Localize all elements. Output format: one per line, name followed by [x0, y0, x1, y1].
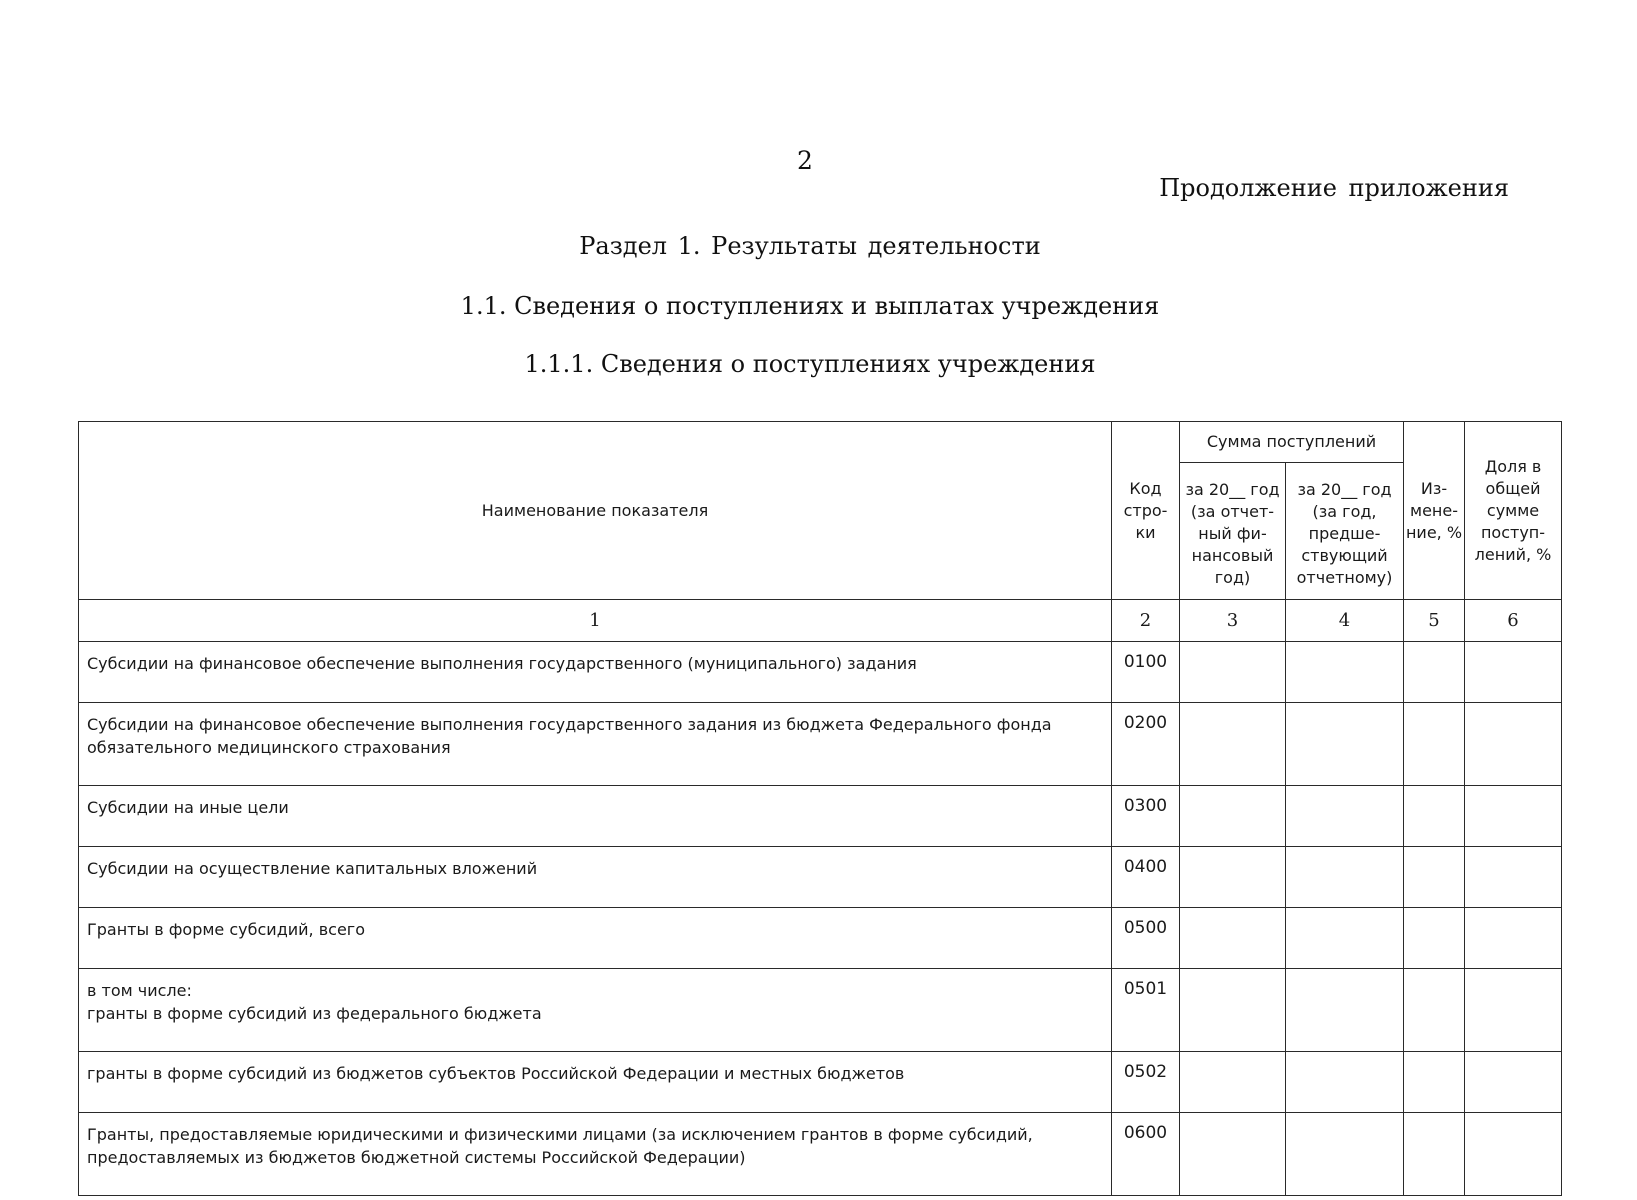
row-code: 0502: [1112, 1052, 1180, 1113]
row-name-prefix: в том числе:: [87, 981, 192, 1000]
row-name: Субсидии на финансовое обеспечение выполнения государственного задания из бюджета Федерального фонда обязательного медицинского страхования: [79, 703, 1112, 786]
previous-year-cell[interactable]: [1286, 703, 1404, 786]
previous-year-cell[interactable]: [1286, 642, 1404, 703]
change-cell[interactable]: [1404, 786, 1465, 847]
header-change-percent: Из- мене- ние, %: [1404, 422, 1465, 600]
header-receipts-sum: Сумма поступлений: [1180, 422, 1404, 463]
share-cell[interactable]: [1465, 786, 1562, 847]
column-number: 1: [79, 600, 1112, 642]
share-cell[interactable]: [1465, 642, 1562, 703]
change-cell[interactable]: [1404, 642, 1465, 703]
header-previous-year: за 20__ год (за год, предше- ствующий отчетному): [1286, 463, 1404, 600]
current-year-cell[interactable]: [1180, 642, 1286, 703]
current-year-cell[interactable]: [1180, 847, 1286, 908]
change-cell[interactable]: [1404, 969, 1465, 1052]
row-code: 0501: [1112, 969, 1180, 1052]
row-code: 0200: [1112, 703, 1180, 786]
current-year-cell[interactable]: [1180, 1052, 1286, 1113]
change-cell[interactable]: [1404, 703, 1465, 786]
table-header-row: [79, 422, 1562, 463]
change-cell[interactable]: [1404, 1113, 1465, 1196]
row-name-text: гранты в форме субсидий из федерального бюджета: [87, 1004, 542, 1023]
change-cell[interactable]: [1404, 908, 1465, 969]
header-share-percent: Доля в общей сумме поступ- лений, %: [1465, 422, 1562, 600]
column-number: 5: [1404, 600, 1465, 642]
previous-year-cell[interactable]: [1286, 847, 1404, 908]
row-code: 0500: [1112, 908, 1180, 969]
share-cell[interactable]: [1465, 703, 1562, 786]
change-cell[interactable]: [1404, 847, 1465, 908]
row-code: 0600: [1112, 1113, 1180, 1196]
row-name: гранты в форме субсидий из бюджетов субъектов Российской Федерации и местных бюджетов: [79, 1052, 1112, 1113]
current-year-cell[interactable]: [1180, 908, 1286, 969]
table-row: [79, 786, 1562, 847]
page-number: 2: [797, 146, 813, 175]
column-number: 3: [1180, 600, 1286, 642]
table-row: [79, 642, 1562, 703]
current-year-cell[interactable]: [1180, 786, 1286, 847]
previous-year-cell[interactable]: [1286, 908, 1404, 969]
previous-year-cell[interactable]: [1286, 1113, 1404, 1196]
share-cell[interactable]: [1465, 969, 1562, 1052]
row-name: Гранты, предоставляемые юридическими и физическими лицами (за исключением грантов в форме субсидий, предоставляемых из бюджетов бюджетной системы Российской Федерации): [79, 1113, 1112, 1196]
column-number: 4: [1286, 600, 1404, 642]
previous-year-cell[interactable]: [1286, 786, 1404, 847]
row-name: Субсидии на финансовое обеспечение выполнения государственного (муниципального) задания: [79, 642, 1112, 703]
row-name: Субсидии на иные цели: [79, 786, 1112, 847]
share-cell[interactable]: [1465, 847, 1562, 908]
row-name: Гранты в форме субсидий, всего: [79, 908, 1112, 969]
section-heading: Раздел 1. Результаты деятельности: [579, 232, 1041, 260]
row-code: 0100: [1112, 642, 1180, 703]
previous-year-cell[interactable]: [1286, 1052, 1404, 1113]
row-name: Субсидии на осуществление капитальных вложений: [79, 847, 1112, 908]
table-row: [79, 703, 1562, 786]
change-cell[interactable]: [1404, 1052, 1465, 1113]
table-row: [79, 847, 1562, 908]
header-row-code: Код стро- ки: [1112, 422, 1180, 600]
table-row: [79, 969, 1562, 1052]
share-cell[interactable]: [1465, 908, 1562, 969]
row-code: 0400: [1112, 847, 1180, 908]
previous-year-cell[interactable]: [1286, 969, 1404, 1052]
current-year-cell[interactable]: [1180, 703, 1286, 786]
table-row: [79, 1052, 1562, 1113]
current-year-cell[interactable]: [1180, 1113, 1286, 1196]
header-indicator-name: Наименование показателя: [79, 422, 1112, 600]
receipts-table: [78, 421, 1562, 1196]
row-code: 0300: [1112, 786, 1180, 847]
share-cell[interactable]: [1465, 1113, 1562, 1196]
subsection-heading: 1.1. Сведения о поступлениях и выплатах учреждения: [460, 292, 1160, 320]
current-year-cell[interactable]: [1180, 969, 1286, 1052]
column-number: 6: [1465, 600, 1562, 642]
share-cell[interactable]: [1465, 1052, 1562, 1113]
table-row: [79, 1113, 1562, 1196]
row-name: [79, 969, 1112, 1052]
header-current-year: за 20__ год (за отчет- ный фи- нансовый год): [1180, 463, 1286, 600]
column-number-row: [79, 600, 1562, 642]
column-number: 2: [1112, 600, 1180, 642]
table-row: [79, 908, 1562, 969]
subsubsection-heading: 1.1.1. Сведения о поступлениях учреждения: [524, 350, 1096, 378]
appendix-continuation-label: Продолжение приложения: [1159, 174, 1509, 202]
